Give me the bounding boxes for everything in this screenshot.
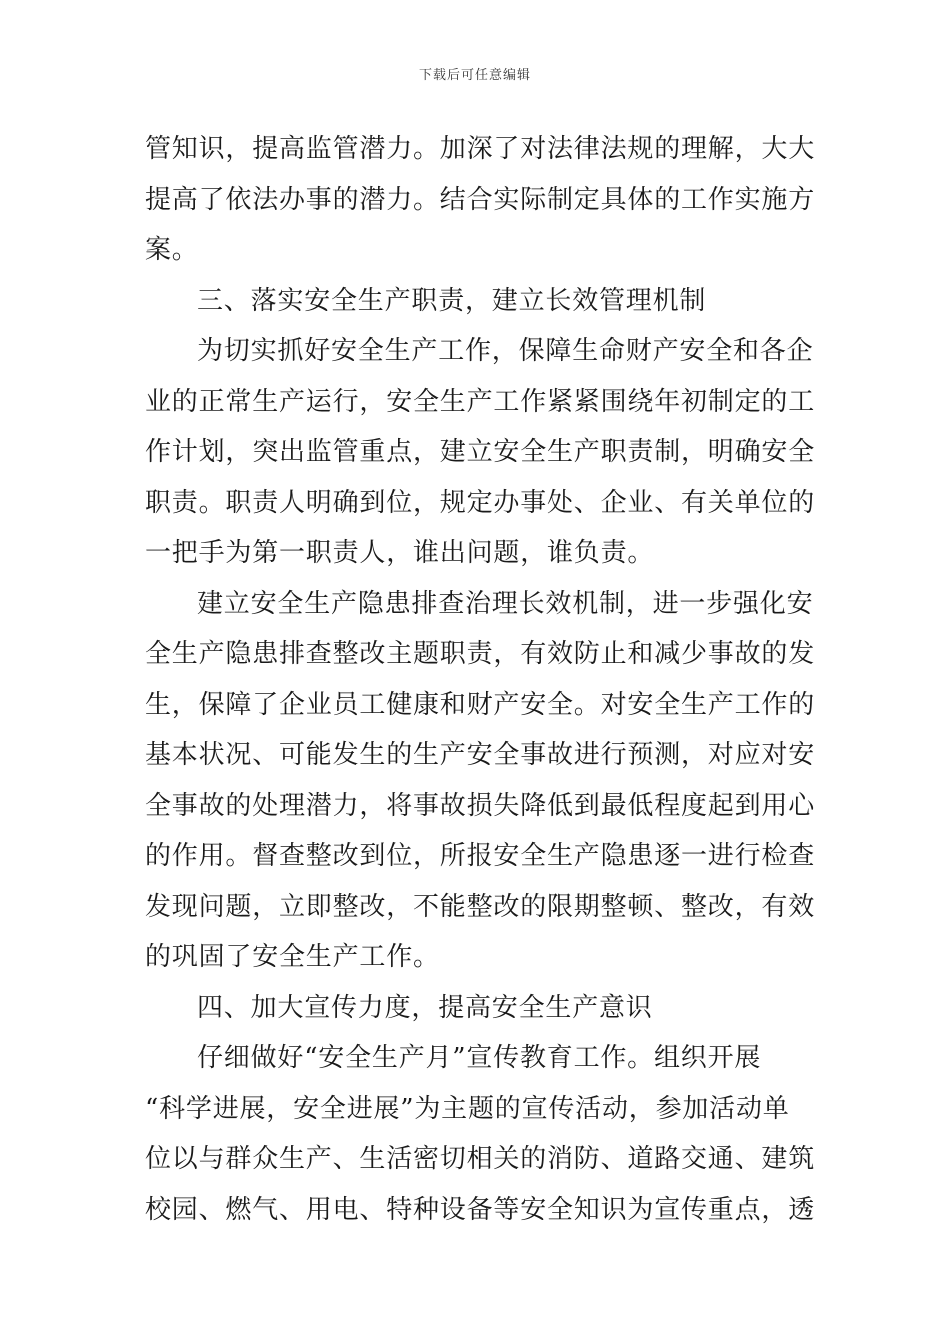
text-line: 全生产隐患排查整改主题职责，有效防止和减少事故的发 bbox=[145, 639, 816, 669]
text-line: 生，保障了企业员工健康和财产安全。对安全生产工作的 bbox=[145, 689, 816, 720]
text-line: 的巩固了安全生产工作。 bbox=[145, 942, 440, 972]
text-line: 四、加大宣传力度，提高安全生产意识 bbox=[197, 992, 653, 1023]
text-line: 三、落实安全生产职责，建立长效管理机制 bbox=[197, 285, 707, 316]
text-line: 为切实抓好安全生产工作，保障生命财产安全和各企 bbox=[197, 336, 814, 366]
document-body bbox=[145, 124, 816, 1235]
page-header: 下载后可任意编辑 bbox=[418, 68, 531, 83]
text-line: 建立安全生产隐患排查治理长效机制，进一步强化安 bbox=[197, 588, 814, 619]
text-line: 位以与群众生产、生活密切相关的消防、道路交通、建筑 bbox=[145, 1144, 816, 1174]
text-line: 管知识，提高监管潜力。加深了对法律法规的理解，大大 bbox=[145, 134, 816, 164]
text-line: “科学进展，安全进展”为主题的宣传活动，参加活动单 bbox=[145, 1093, 790, 1124]
text-line: 职责。职责人明确到位，规定办事处、企业、有关单位的 bbox=[145, 487, 816, 518]
text-line: 一把手为第一职责人，谁出问题，谁负责。 bbox=[145, 538, 655, 568]
text-line: 的作用。督查整改到位，所报安全生产隐患逐一进行检查 bbox=[145, 841, 816, 871]
text-line: 校园、燃气、用电、特种设备等安全知识为宣传重点，透 bbox=[145, 1194, 816, 1225]
text-line: 基本状况、可能发生的生产安全事故进行预测，对应对安 bbox=[145, 740, 816, 770]
text-line: 业的正常生产运行，安全生产工作紧紧围绕年初制定的工 bbox=[145, 386, 816, 417]
text-line: 作计划，突出监管重点，建立安全生产职责制，明确安全 bbox=[145, 437, 816, 467]
text-line: 发现问题，立即整改，不能整改的限期整顿、整改，有效 bbox=[145, 891, 816, 922]
text-line: 仔细做好“安全生产月”宣传教育工作。组织开展 bbox=[197, 1043, 762, 1073]
text-line: 提高了依法办事的潜力。结合实际制定具体的工作实施方 bbox=[145, 184, 816, 215]
text-line: 案。 bbox=[145, 235, 199, 265]
text-line: 全事故的处理潜力，将事故损失降低到最低程度起到用心 bbox=[145, 790, 816, 821]
